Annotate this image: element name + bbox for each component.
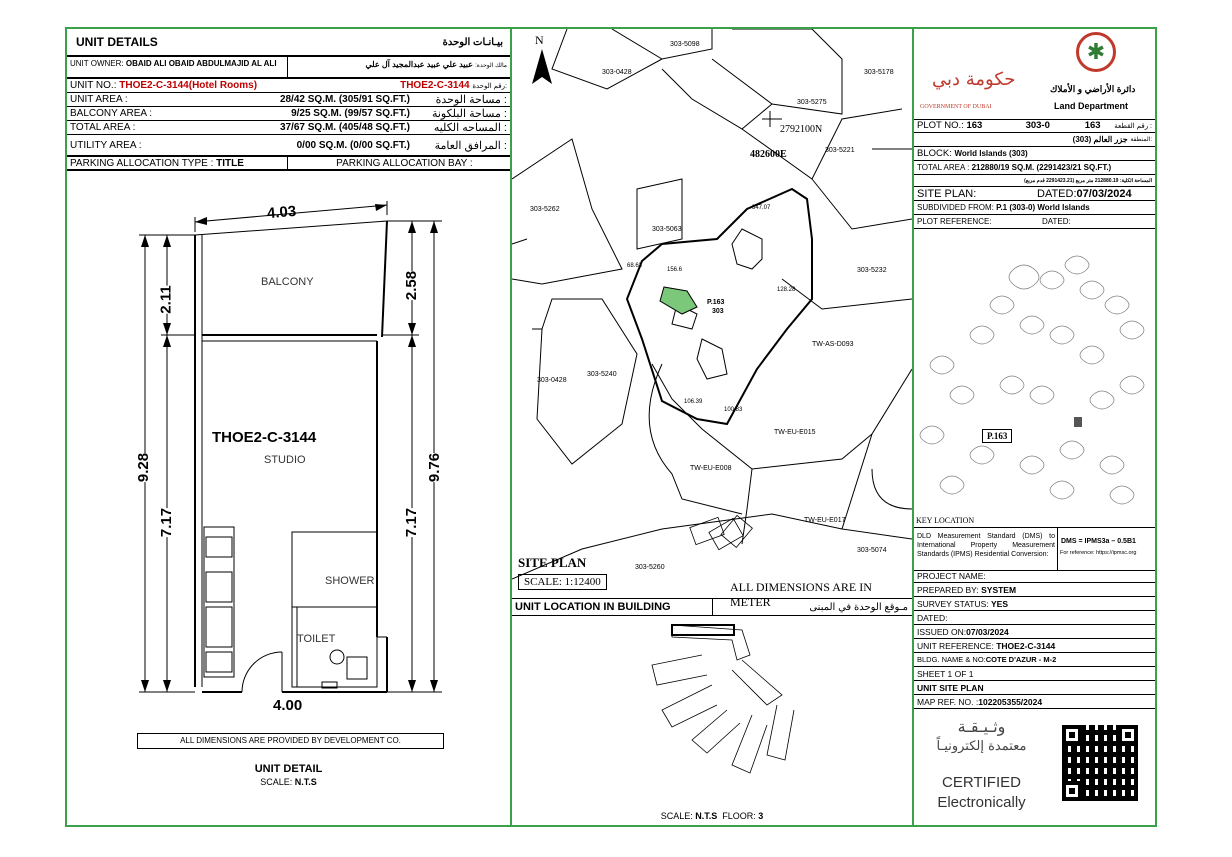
dim-top: 4.03 <box>266 202 297 223</box>
dim-right-total: 9.76 <box>426 452 444 483</box>
area-label: TOTAL AREA : <box>70 122 136 133</box>
dim-right-upper: 2.58 <box>403 270 421 301</box>
parking-type-label: PARKING ALLOCATION TYPE : <box>70 157 214 169</box>
area-value: 28/42 SQ.M. (305/91 SQ.FT.) <box>279 94 410 105</box>
unit-details-panel <box>67 29 510 825</box>
block-label: BLOCK: <box>917 148 952 159</box>
unit-no-label: UNIT NO.: <box>70 80 117 91</box>
cert-ar-1: وثـيـقـة <box>957 717 1006 736</box>
plot-code: 303-0 <box>1025 120 1050 131</box>
area-label: BALCONY AREA : <box>70 108 153 119</box>
floor-label: FLOOR: <box>722 811 756 821</box>
plot-label: 303-5275 <box>797 99 827 106</box>
info-label: UNIT SITE PLAN <box>917 682 984 693</box>
gov-logo-ar: حكومة دبي <box>932 69 1016 90</box>
building-location-diagram <box>512 615 912 815</box>
scale-value: N.T.S <box>294 777 317 787</box>
shower-label: SHOWER <box>325 575 375 587</box>
dms-ref: For reference: https://ipmsc.org <box>1060 550 1137 556</box>
cert-en-1: CERTIFIED <box>942 774 1021 791</box>
unit-detail-title: UNIT DETAIL <box>254 763 323 775</box>
qr-code-icon <box>1062 725 1138 801</box>
dim-label: 106.39 <box>684 399 703 405</box>
area-label: UNIT AREA : <box>70 94 128 105</box>
dim-left-lower: 7.17 <box>158 507 176 538</box>
dept-logo-en: Land Department <box>1054 101 1129 111</box>
unit-no-value-ar: THOE2-C-3144 <box>400 80 470 91</box>
info-label: BLDG. NAME & NO: <box>917 655 986 664</box>
total-area-value: 212880/19 SQ.M. (2291423/21 SQ.FT.) <box>971 163 1112 172</box>
owner-name: OBAID ALI OBAID ABDULMAJID AL ALI <box>125 59 277 68</box>
plot-label: 303-5260 <box>635 564 665 571</box>
plot-label: 303-5240 <box>587 371 617 378</box>
info-value: THOE2-C-3144 <box>996 640 1056 651</box>
dim-bottom: 4.00 <box>270 697 305 714</box>
gov-logo-en: GOVERNMENT OF DUBAI <box>920 104 992 110</box>
dim-right-lower: 7.17 <box>403 507 421 538</box>
dept-logo-ar: دائرة الأراضي و الأملاك <box>1050 84 1136 94</box>
plot-label: TW-EU-E017 <box>804 517 846 524</box>
area-label-ar: مساحة البلكونة : <box>431 108 507 120</box>
site-plan-panel <box>512 29 912 825</box>
info-value: YES <box>991 598 1009 609</box>
dim-label: 100.83 <box>724 407 743 413</box>
plot-label: TW-EU-E015 <box>774 429 816 436</box>
parking-type-value: TITLE <box>216 157 244 169</box>
palm-logo-icon: ✱ <box>1076 32 1116 72</box>
dated-label: DATED: <box>1037 187 1077 200</box>
plot-label: 303-0428 <box>537 377 567 384</box>
plot-label: 303-5178 <box>864 69 894 76</box>
area-label: UTILITY AREA : <box>70 139 142 151</box>
total-area-ar: المساحة الكلية: 212880.19 متر مربع (2291423.21 قدم مربع) <box>1024 177 1152 184</box>
info-value: 102205355/2024 <box>978 696 1043 707</box>
dms-text: DLD Measurement Standard (DMS) to International Property Measurement Standards (IPMS) Residential Conversion: <box>917 533 1055 558</box>
certified-box <box>914 709 1155 825</box>
area-ar-label: المنطقة: <box>1130 137 1152 143</box>
site-plan-label: SITE PLAN: <box>917 187 977 200</box>
plot-label: TW-AS-D093 <box>812 341 854 348</box>
plot-label: TW-EU-E008 <box>690 465 732 472</box>
unit-name-label: THOE2-C-3144 <box>212 429 317 446</box>
plot-163-label: P.163 <box>707 299 725 306</box>
key-plot-label: P.163 <box>982 429 1012 443</box>
unit-details-title: UNIT DETAILS <box>76 35 158 49</box>
info-value: 07/03/2024 <box>966 626 1009 637</box>
north-label: N <box>535 33 544 47</box>
bottom-scale-label: SCALE: <box>660 811 693 821</box>
block-value: World Islands (303) <box>954 149 1028 158</box>
unit-details-title-ar: بيـانـات الوحدة <box>442 36 503 48</box>
dimensions-note: ALL DIMENSIONS ARE PROVIDED BY DEVELOPMENT CO. <box>137 733 444 749</box>
plot-ref-label: PLOT REFERENCE: <box>917 217 992 226</box>
owner-label: UNIT OWNER: <box>70 59 124 68</box>
dim-label: 68.63 <box>627 263 643 269</box>
info-value: COTE D'AZUR - M-2 <box>985 655 1057 664</box>
plot-label: 303-5098 <box>670 41 700 48</box>
area-value: 37/67 SQ.M. (405/48 SQ.FT.) <box>279 122 410 133</box>
dim-label: 128.28 <box>777 287 796 293</box>
key-location-map <box>914 229 1155 519</box>
key-location-label: KEY LOCATION <box>916 516 975 525</box>
plot-label: 303-5232 <box>857 267 887 274</box>
owner-label-ar: مالك الوحدة: <box>475 63 507 69</box>
area-label-ar: المرافق العامة : <box>434 139 507 152</box>
plot-163-code: 303 <box>712 308 724 315</box>
plot-ref-dated: DATED: <box>1042 217 1071 226</box>
plot-no-ar-label: رقم القطعة : <box>1114 122 1152 130</box>
info-label: DATED: <box>917 612 948 623</box>
plot-no-label: PLOT NO.: <box>917 120 964 131</box>
area-label-ar: المساحه الكليه : <box>433 122 507 134</box>
dim-label: 156.6 <box>667 267 683 273</box>
balcony-label: BALCONY <box>261 276 314 288</box>
floor-value: 3 <box>758 811 764 821</box>
area-value: 0/00 SQ.M. (0/00 SQ.FT.) <box>296 139 410 151</box>
cert-en-2: Electronically <box>937 794 1026 811</box>
info-label: MAP REF. NO. : <box>917 696 979 707</box>
plot-no-value: 163 <box>966 120 983 131</box>
info-label: SHEET 1 OF 1 <box>917 668 974 679</box>
dim-label: 347.07 <box>752 205 771 211</box>
plot-label: 303-5063 <box>652 226 682 233</box>
owner-name-ar: عبيد علي عبيد عبدالمجيد آل علي <box>365 60 473 69</box>
location-title: UNIT LOCATION IN BUILDING <box>515 601 671 613</box>
unit-type-label: STUDIO <box>264 454 306 466</box>
all-dims-note: ALL DIMENSIONS ARE IN METER <box>730 580 872 609</box>
document-sheet <box>65 27 1157 827</box>
area-value: 9/25 SQ.M. (99/57 SQ.FT.) <box>291 108 410 119</box>
toilet-label: TOILET <box>297 633 336 645</box>
coord-e: 482600E <box>750 149 787 160</box>
plot-label: 303-5221 <box>825 147 855 154</box>
bottom-scale-value: N.T.S <box>695 811 718 821</box>
cert-ar-2: معتمدة إلكترونيـاً <box>936 739 1027 754</box>
dms-value: DMS = IPMS3a – 0.5B1 <box>1061 538 1136 545</box>
subdivided-value: P.1 (303-0) World Islands <box>996 203 1090 212</box>
scale-label: SCALE: <box>260 777 293 787</box>
info-value: SYSTEM <box>981 584 1017 595</box>
plot-info-panel <box>914 29 1155 825</box>
info-label: ISSUED ON: <box>917 626 967 637</box>
unit-no-label-ar: رقم الوحدة: <box>472 82 507 90</box>
dated-value: 07/03/2024 <box>1076 187 1132 200</box>
subdivided-label: SUBDIVIDED FROM: <box>917 203 994 212</box>
location-title-ar: مـوقع الوحدة في المبنى <box>809 601 908 613</box>
plot-label: 303-5074 <box>857 547 887 554</box>
dim-left-upper: 2.11 <box>157 285 175 314</box>
dim-left-total: 9.28 <box>135 452 153 483</box>
coord-n: 2792100N <box>780 124 823 135</box>
parking-bay-label: PARKING ALLOCATION BAY : <box>336 157 473 169</box>
plot-label: 303-5262 <box>530 206 560 213</box>
info-label: UNIT REFERENCE: <box>917 640 994 651</box>
info-label: SURVEY STATUS: <box>917 598 989 609</box>
area-ar-value: جزر العالم (303) <box>1072 135 1128 144</box>
site-plan-title: SITE PLAN <box>518 555 587 570</box>
site-scale-box: SCALE: 1:12400 <box>518 574 607 590</box>
plot-no-ar-value: 163 <box>1084 120 1101 131</box>
info-label: PREPARED BY: <box>917 584 979 595</box>
unit-no-value: THOE2-C-3144(Hotel Rooms) <box>119 80 258 91</box>
info-label: PROJECT NAME: <box>917 570 986 581</box>
area-label-ar: مساحة الوحدة : <box>435 94 507 106</box>
plot-label: 303-0428 <box>602 69 632 76</box>
total-area-label: TOTAL AREA : <box>917 163 970 172</box>
